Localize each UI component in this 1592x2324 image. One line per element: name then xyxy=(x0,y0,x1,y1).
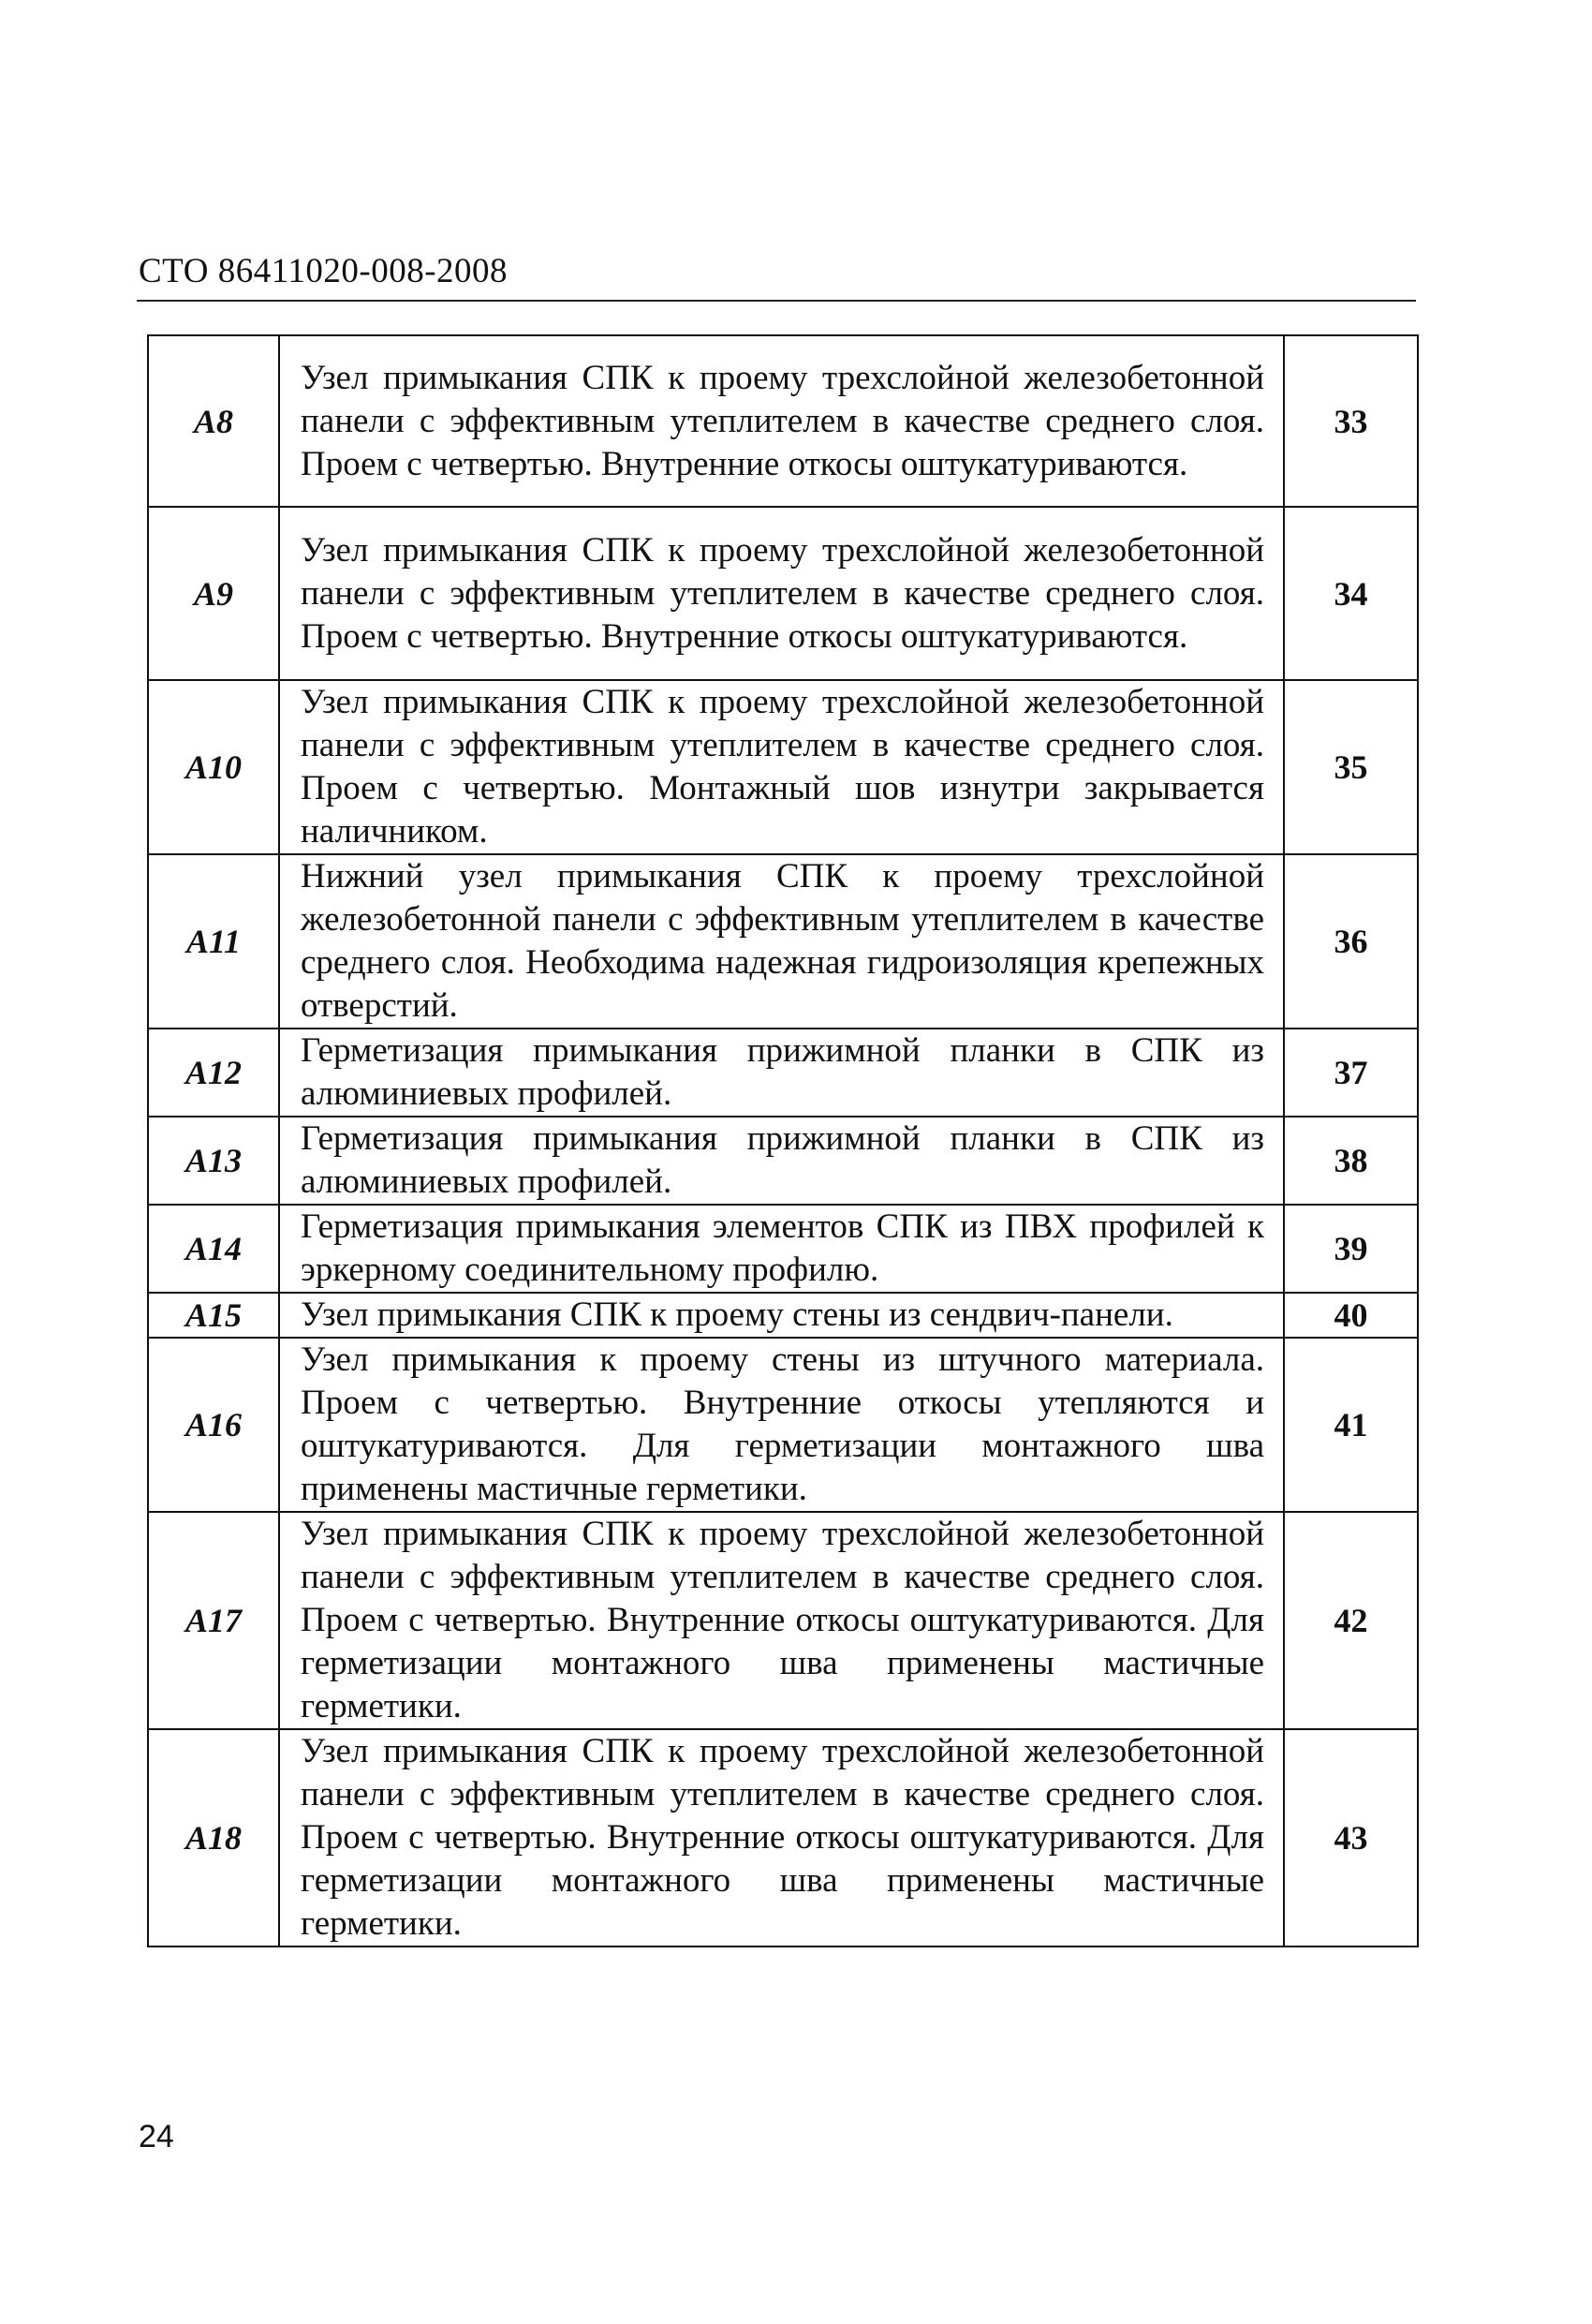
drawing-code: А18 xyxy=(148,1729,279,1947)
table-row xyxy=(148,1205,1418,1293)
drawing-code: А10 xyxy=(148,680,279,854)
page-reference: 35 xyxy=(1284,680,1418,854)
page-number: 24 xyxy=(139,2119,174,2154)
page-reference: 34 xyxy=(1284,507,1418,680)
table-row xyxy=(148,1293,1418,1338)
page-reference: 33 xyxy=(1284,335,1418,507)
table-row xyxy=(148,1117,1418,1205)
page-reference: 42 xyxy=(1284,1512,1418,1729)
drawing-description: Герметизация примыкания прижимной планки в СПК из алюминиевых профилей. xyxy=(279,1029,1284,1117)
drawing-code: А17 xyxy=(148,1512,279,1729)
table-row xyxy=(148,1338,1418,1512)
drawing-description: Узел примыкания СПК к проему трехслойной железобетонной панели с эффективным утеплителем в качестве среднего слоя. Проем с четвертью. Внутренние откосы оштукатуриваются. xyxy=(279,507,1284,680)
page-reference: 40 xyxy=(1284,1293,1418,1338)
drawing-description: Узел примыкания СПК к проему трехслойной железобетонной панели с эффективным утеплителем в качестве среднего слоя. Проем с четвертью. Монтажный шов изнутри закрывается наличником. xyxy=(279,680,1284,854)
drawing-description: Герметизация примыкания прижимной планки в СПК из алюминиевых профилей. xyxy=(279,1117,1284,1205)
page-reference: 38 xyxy=(1284,1117,1418,1205)
drawing-description: Узел примыкания СПК к проему трехслойной железобетонной панели с эффективным утеплителем в качестве среднего слоя. Проем с четвертью. Внутренние откосы оштукатуриваются. Для герметизации монтажного шва применены мастичные герметики. xyxy=(279,1512,1284,1729)
page-reference: 43 xyxy=(1284,1729,1418,1947)
drawings-index-table xyxy=(147,334,1419,1947)
header-divider xyxy=(137,300,1416,302)
table-row xyxy=(148,854,1418,1029)
drawing-description: Нижний узел примыкания СПК к проему трехслойной железобетонной панели с эффективным утеплителем в качестве среднего слоя. Необходима надежная гидроизоляция крепежных отверстий. xyxy=(279,854,1284,1029)
page-reference: 36 xyxy=(1284,854,1418,1029)
drawing-code: А15 xyxy=(148,1293,279,1338)
table-row xyxy=(148,680,1418,854)
drawing-code: А12 xyxy=(148,1029,279,1117)
drawing-code: А13 xyxy=(148,1117,279,1205)
table-row xyxy=(148,1029,1418,1117)
drawing-code: А14 xyxy=(148,1205,279,1293)
drawing-description: Узел примыкания СПК к проему стены из сендвич-панели. xyxy=(279,1293,1284,1338)
table-row xyxy=(148,1512,1418,1729)
drawing-description: Узел примыкания СПК к проему трехслойной железобетонной панели с эффективным утеплителем в качестве среднего слоя. Проем с четвертью. Внутренние откосы оштукатуриваются. xyxy=(279,335,1284,507)
drawing-code: А16 xyxy=(148,1338,279,1512)
page-reference: 39 xyxy=(1284,1205,1418,1293)
table-row xyxy=(148,1729,1418,1947)
page-reference: 41 xyxy=(1284,1338,1418,1512)
drawing-description: Герметизация примыкания элементов СПК из ПВХ профилей к эркерному соединительному профилю. xyxy=(279,1205,1284,1293)
drawing-description: Узел примыкания к проему стены из штучного материала. Проем с четвертью. Внутренние откосы утепляются и оштукатуриваются. Для герметизации монтажного шва применены мастичные герметики. xyxy=(279,1338,1284,1512)
table-row xyxy=(148,507,1418,680)
page-reference: 37 xyxy=(1284,1029,1418,1117)
drawing-code: А11 xyxy=(148,854,279,1029)
drawing-code: А8 xyxy=(148,335,279,507)
document-code-header: СТО 86411020-008-2008 xyxy=(139,252,509,290)
table-row xyxy=(148,335,1418,507)
drawing-description: Узел примыкания СПК к проему трехслойной железобетонной панели с эффективным утеплителем в качестве среднего слоя. Проем с четвертью. Внутренние откосы оштукатуриваются. Для герметизации монтажного шва применены мастичные герметики. xyxy=(279,1729,1284,1947)
drawing-code: А9 xyxy=(148,507,279,680)
